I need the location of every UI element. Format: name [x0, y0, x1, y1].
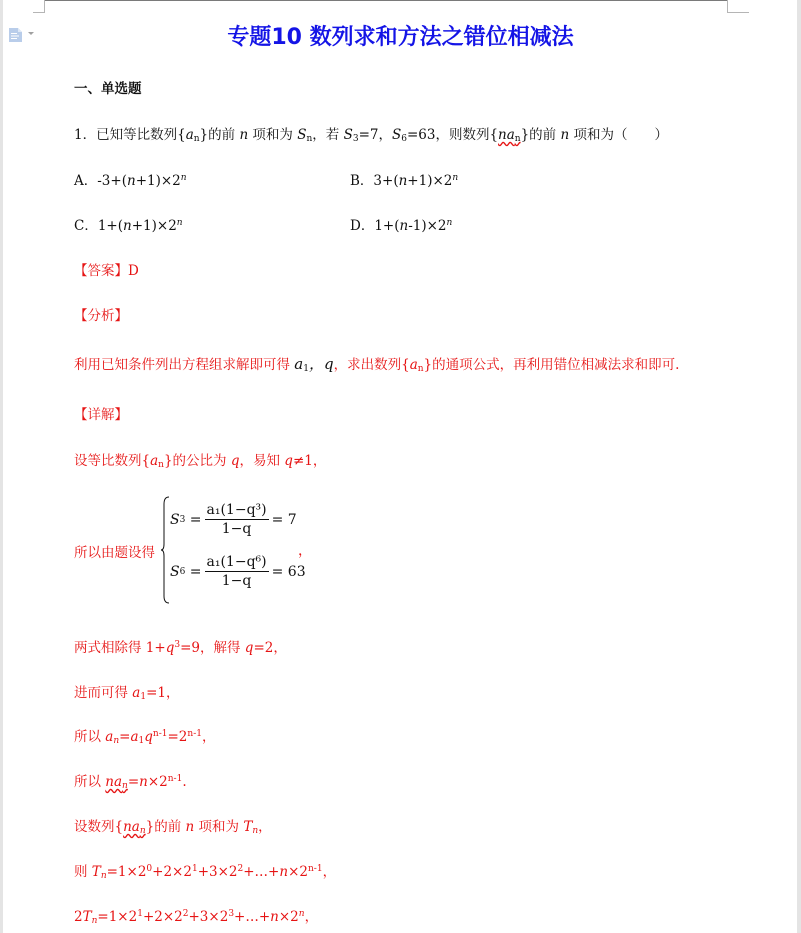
answer-line [74, 259, 139, 279]
option-c: C．$1+(n+1)\times 2^n$ [74, 218, 183, 234]
answer-value: D [128, 263, 139, 279]
detail-tag: 【详解】 [74, 407, 128, 423]
detail-line-8: 则 $T_n=1\times 2^0+2\times 2^1+3\times 2^2+\dots+n\times 2^{n-1}$， [74, 864, 337, 881]
equation-suffix: ， [298, 543, 312, 559]
page-left-gutter [0, 0, 3, 933]
scrollbar-track[interactable] [797, 0, 801, 933]
detail-line-9: $2T_n=1\times 2^1+2\times 2^2+3\times 2^3+\dots+n\times 2^n$， [74, 909, 319, 926]
analysis-text: 利用已知条件列出方程组求解即可得 $a_1$，q，求出数列$\{a_n\}$的通项公式，再利用错位相减法求和即可. [74, 355, 680, 374]
detail-line-7: 设数列$\{na_n\}$的前 n 项和为 $T_n$， [74, 819, 272, 836]
section-heading: 一、单选题 [74, 81, 142, 97]
analysis-tag: 【分析】 [74, 308, 128, 324]
detail-line-5: 所以 $a_n=a_1q^{n-1}=2^{n-1}$， [74, 729, 216, 746]
margin-mark-top-left-vertical [44, 0, 45, 13]
equation-system [160, 496, 310, 604]
option-d: D．$1+(n-1)\times 2^n$ [350, 218, 453, 234]
option-b: B．$3+(n+1)\times 2^n$ [350, 173, 459, 189]
question-stem: 1．已知等比数列$\{a_n\}$的前 n 项和为 $S_n$，若 $S_3=7$，$S_6=63$，则数列$\{na_n\}$的前 n 项和为（ ） [74, 127, 668, 144]
detail-line-4: 进而可得 $a_1=1$， [74, 685, 180, 702]
detail-line-1: 设等比数列$\{a_n\}$的公比为 q，易知 q≠1， [74, 453, 327, 470]
equation-s3: S 3 = $\frac{\text{a₁(1−q³)}}{1-q}$ = 7 [170, 502, 297, 537]
document-title: 专题10 数列求和方法之错位相减法 [227, 25, 574, 50]
detail-line-3: 两式相除得 $1+q^3=9$，解得 q=2， [74, 640, 287, 656]
option-a: A．$-3+(n+1)\times 2^n$ [74, 173, 187, 189]
detail-line-6: 所以 $na_n=n\times 2^{n-1}$. [74, 774, 187, 791]
answer-tag: 【答案】 [74, 263, 128, 279]
equation-s6: S 6 = $\frac{\text{a₁(1−q⁶)}}{1-q}$ = 63 [170, 554, 306, 589]
margin-mark-top-right [727, 12, 749, 13]
left-brace-icon [160, 496, 170, 604]
detail-line-2-prefix: 所以由题设得 [74, 545, 155, 561]
page-top-border [45, 0, 728, 1]
